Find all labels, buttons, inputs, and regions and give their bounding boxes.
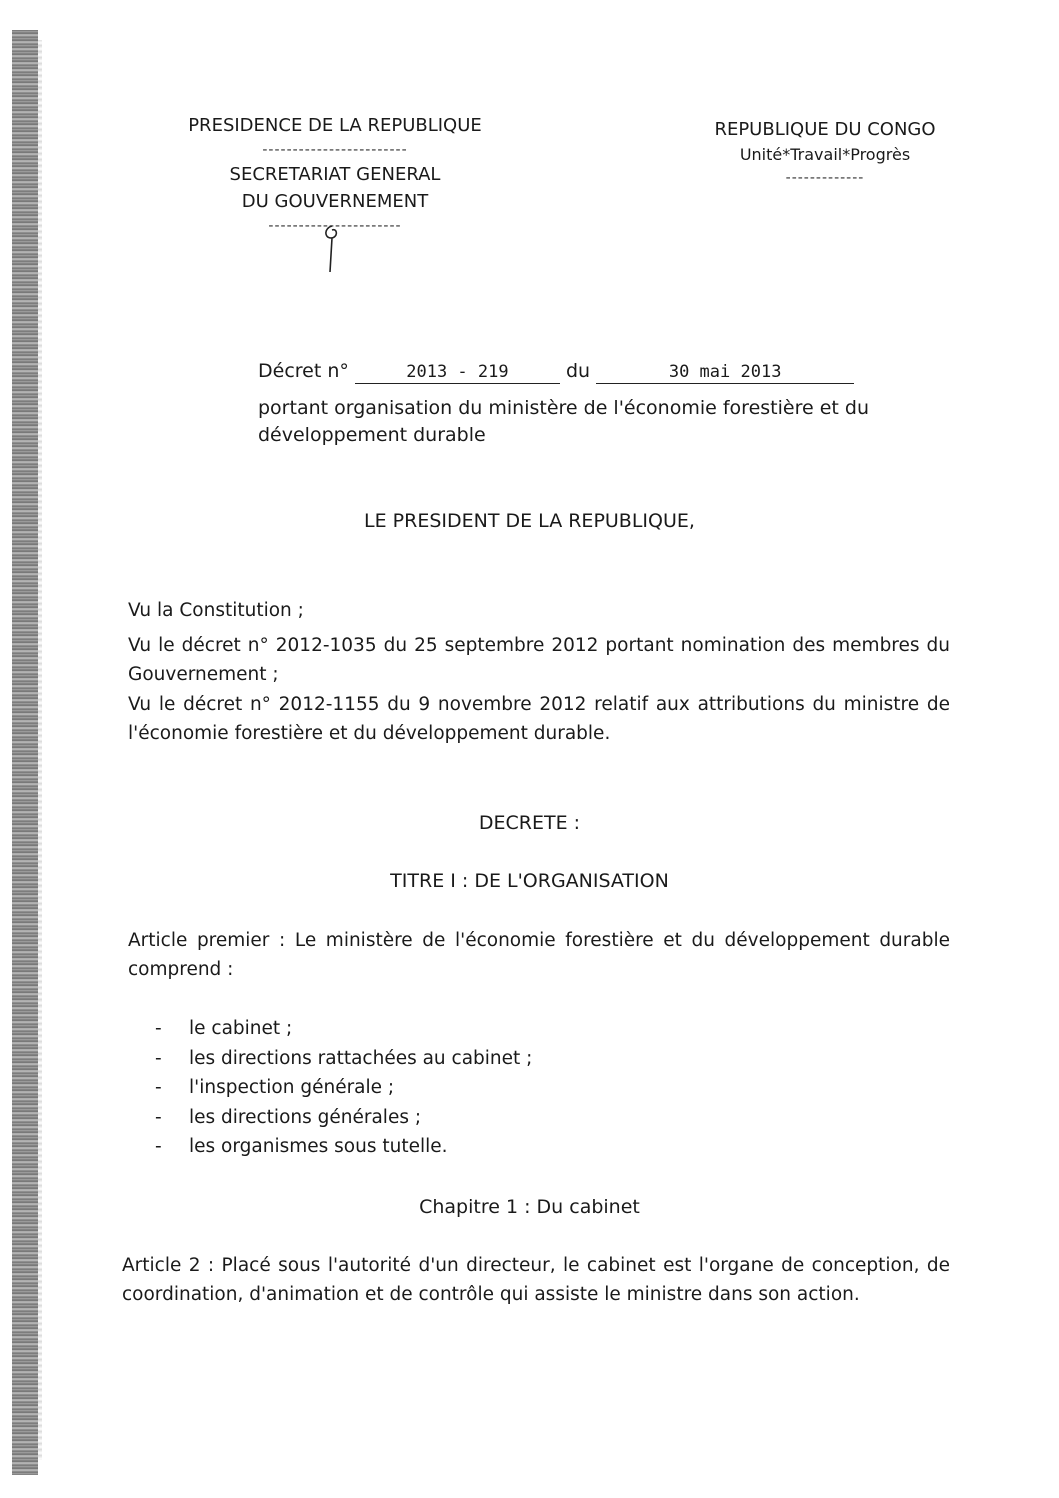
- decree-subject: portant organisation du ministère de l'économie forestière et du développement durable: [258, 397, 869, 446]
- handwritten-mark-icon: [318, 220, 348, 275]
- president-heading: LE PRESIDENT DE LA REPUBLIQUE,: [364, 510, 695, 532]
- article-premier: Article premier : Le ministère de l'économie forestière et du développement durable comprend :: [128, 930, 950, 980]
- decree-label: Décret n°: [258, 360, 349, 382]
- chapitre-heading: Chapitre 1 : Du cabinet: [419, 1196, 640, 1218]
- header-presidence: PRESIDENCE DE LA REPUBLIQUE: [188, 115, 482, 136]
- article-2: Article 2 : Placé sous l'autorité d'un directeur, le cabinet est l'organe de conception, de coordination, d'animation et de contrôle qui assiste le ministre dans son action.: [122, 1255, 950, 1305]
- list-item: - l'inspection générale ;: [155, 1073, 532, 1103]
- list-item: - les directions rattachées au cabinet ;: [155, 1044, 532, 1074]
- header-left-divider: ------------------------: [262, 142, 408, 158]
- list-item: - les directions générales ;: [155, 1103, 532, 1133]
- header-right-divider: -------------: [785, 170, 865, 186]
- visa-decret-nomination: Vu le décret n° 2012-1035 du 25 septembre 2012 portant nomination des membres du Gouvernement ;: [128, 635, 950, 685]
- header-gouvernement: DU GOUVERNEMENT: [241, 191, 429, 213]
- list-item: - les organismes sous tutelle.: [155, 1132, 532, 1162]
- header-republique: REPUBLIQUE DU CONGO: [714, 119, 936, 140]
- decree-line: [258, 360, 854, 384]
- header-motto: Unité*Travail*Progrès: [739, 145, 911, 164]
- article-premier-list: [155, 1014, 532, 1162]
- header-left: [150, 112, 520, 238]
- header-secretariat: SECRETARIAT GENERAL: [229, 164, 441, 186]
- scan-edge: [12, 30, 38, 1475]
- decree-number: 2013 - 219: [355, 362, 560, 384]
- decrete-heading: DECRETE :: [478, 812, 581, 834]
- header-left-divider-2: ----------------------: [268, 218, 402, 235]
- decree-date: 30 mai 2013: [596, 362, 854, 384]
- visa-constitution: Vu la Constitution ;: [128, 600, 304, 621]
- visa-decret-attributions: Vu le décret n° 2012-1155 du 9 novembre 2012 relatif aux attributions du ministre de l'économie forestière et du développement durable.: [128, 694, 950, 744]
- titre-heading: TITRE I : DE L'ORGANISATION: [390, 870, 669, 892]
- list-item: - le cabinet ;: [155, 1014, 532, 1044]
- scan-edge-shadow: [38, 40, 42, 1460]
- header-right: [680, 116, 970, 189]
- decree-date-label: du: [565, 360, 591, 382]
